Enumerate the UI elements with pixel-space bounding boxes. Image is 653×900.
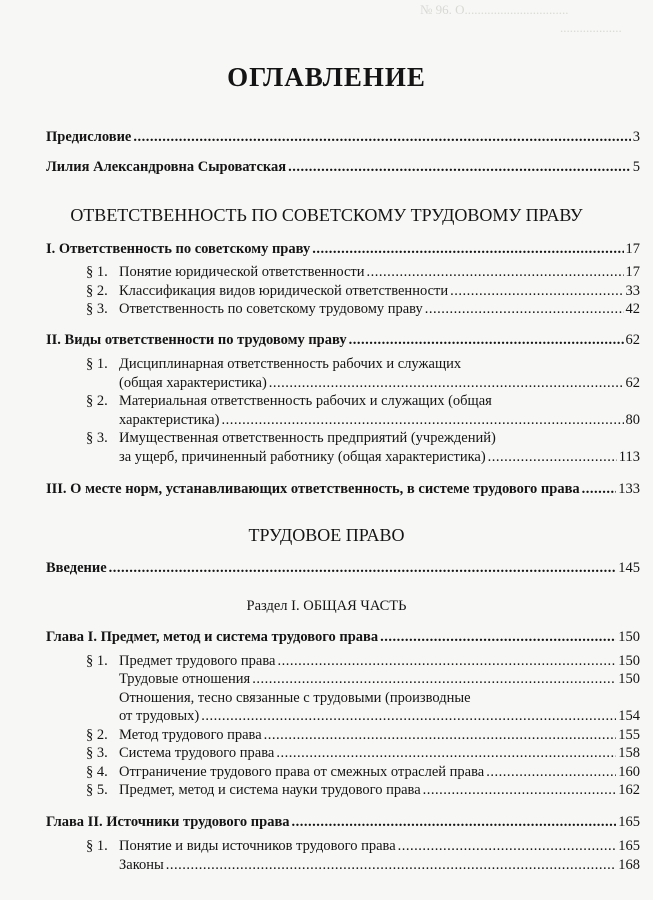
paragraph-number: § 2. xyxy=(86,727,108,743)
toc-entry-biography[interactable] xyxy=(46,159,640,176)
page-number: 3 xyxy=(632,129,640,145)
toc-title: ОГЛАВЛЕНИЕ xyxy=(227,62,426,92)
toc-item[interactable] xyxy=(119,653,640,670)
dot-leader xyxy=(264,727,617,744)
dot-leader xyxy=(277,653,616,670)
page-number: 33 xyxy=(625,283,640,299)
entry-label: Глава I. Предмет, метод и система трудового права xyxy=(46,629,379,645)
paragraph-number: § 1. xyxy=(86,838,108,854)
show-through-text: № 96. О................................ xyxy=(420,2,569,17)
page-number: 160 xyxy=(618,764,640,780)
dot-leader xyxy=(133,129,630,146)
entry-label: II. Виды ответственности по трудовому праву xyxy=(46,332,347,348)
toc-item[interactable] xyxy=(119,449,640,466)
entry-label: Классификация видов юридической ответственности xyxy=(119,283,449,299)
dot-leader xyxy=(252,671,616,688)
dot-leader xyxy=(582,481,617,498)
entry-label: Трудовые отношения xyxy=(119,671,251,687)
toc-item[interactable] xyxy=(119,764,640,781)
dot-leader xyxy=(109,560,617,577)
paragraph-number: § 5. xyxy=(86,782,108,798)
dot-leader xyxy=(288,159,631,176)
page-number: 158 xyxy=(618,745,640,761)
toc-item[interactable] xyxy=(119,782,640,799)
page-number: 154 xyxy=(618,708,640,724)
dot-leader xyxy=(276,745,616,762)
entry-label: Предмет, метод и система науки трудового права xyxy=(119,782,421,798)
toc-item[interactable] xyxy=(119,857,640,874)
entry-label: Предисловие xyxy=(46,129,132,145)
page-number: 17 xyxy=(625,241,640,257)
page-number: 62 xyxy=(625,375,640,391)
dot-leader xyxy=(486,764,616,781)
paragraph-number: § 2. xyxy=(86,393,108,409)
page-number: 17 xyxy=(625,264,640,280)
entry-label: III. О месте норм, устанавливающих ответственность, в системе трудового права xyxy=(46,481,580,497)
page-number: 5 xyxy=(632,159,640,175)
section-title: Раздел I. ОБЩАЯ ЧАСТЬ xyxy=(246,598,407,614)
toc-item[interactable] xyxy=(119,671,640,688)
page-number: 150 xyxy=(618,629,640,645)
dot-leader xyxy=(488,449,617,466)
dot-leader xyxy=(398,838,617,855)
toc-section[interactable] xyxy=(46,332,640,349)
entry-label-line2: от трудовых) xyxy=(119,708,200,724)
toc-entry-introduction[interactable] xyxy=(46,560,640,577)
page-number: 150 xyxy=(618,653,640,669)
dot-leader xyxy=(292,814,617,831)
dot-leader xyxy=(221,412,623,429)
paragraph-number: § 1. xyxy=(86,653,108,669)
entry-label: Метод трудового права xyxy=(119,727,262,743)
page-number: 165 xyxy=(618,838,640,854)
paragraph-number: § 3. xyxy=(86,745,108,761)
dot-leader xyxy=(201,708,616,725)
dot-leader xyxy=(367,264,624,281)
page-number: 62 xyxy=(625,332,640,348)
toc-item[interactable] xyxy=(119,838,640,855)
entry-label: Глава II. Источники трудового права xyxy=(46,814,290,830)
toc-item[interactable] xyxy=(119,283,640,300)
toc-item[interactable] xyxy=(119,264,640,281)
paragraph-number: § 3. xyxy=(86,430,108,446)
part-title: ТРУДОВОЕ ПРАВО xyxy=(248,525,405,545)
paragraph-number: § 4. xyxy=(86,764,108,780)
paragraph-number: § 3. xyxy=(86,301,108,317)
page-number: 133 xyxy=(618,481,640,497)
entry-label: Понятие и виды источников трудового права xyxy=(119,838,396,854)
part-title: ОТВЕТСТВЕННОСТЬ ПО СОВЕТСКОМУ ТРУДОВОМУ ПРАВУ xyxy=(70,205,583,225)
entry-label: Введение xyxy=(46,560,107,576)
page-number: 162 xyxy=(618,782,640,798)
toc-item[interactable] xyxy=(119,708,640,725)
page-number: 42 xyxy=(625,301,640,317)
toc-section[interactable] xyxy=(46,481,640,498)
entry-label-line1: Дисциплинарная ответственность рабочих и служащих xyxy=(119,356,462,372)
entry-label: Отграничение трудового права от смежных отраслей права xyxy=(119,764,485,780)
entry-label: Система трудового права xyxy=(119,745,275,761)
page-number: 145 xyxy=(618,560,640,576)
paragraph-number: § 2. xyxy=(86,283,108,299)
dot-leader xyxy=(380,629,616,646)
show-through-text: ................... xyxy=(560,20,622,35)
entry-label: Предмет трудового права xyxy=(119,653,276,669)
toc-section[interactable] xyxy=(46,241,640,258)
dot-leader xyxy=(166,857,616,874)
toc-item[interactable] xyxy=(119,727,640,744)
paragraph-number: § 1. xyxy=(86,264,108,280)
dot-leader xyxy=(425,301,624,318)
toc-chapter[interactable] xyxy=(46,814,640,831)
toc-entry-preface[interactable] xyxy=(46,129,640,146)
toc-item[interactable] xyxy=(119,375,640,392)
toc-chapter[interactable] xyxy=(46,629,640,646)
entry-label: Лилия Александровна Сыроватская xyxy=(46,159,287,175)
dot-leader xyxy=(312,241,623,258)
entry-label-line1: Отношения, тесно связанные с трудовыми (производные xyxy=(119,690,471,706)
page-number: 113 xyxy=(618,449,640,465)
entry-label: Ответственность по советскому трудовому праву xyxy=(119,301,423,317)
entry-label-line2: характеристика) xyxy=(119,412,220,428)
dot-leader xyxy=(349,332,624,349)
paragraph-number: § 1. xyxy=(86,356,108,372)
page-number: 165 xyxy=(618,814,640,830)
entry-label: I. Ответственность по советскому праву xyxy=(46,241,311,257)
page-number: 155 xyxy=(618,727,640,743)
entry-label-line2: (общая характеристика) xyxy=(119,375,267,391)
dot-leader xyxy=(423,782,617,799)
dot-leader xyxy=(450,283,623,300)
entry-label-line2: за ущерб, причиненный работнику (общая характеристика) xyxy=(119,449,486,465)
entry-label: Законы xyxy=(119,857,164,873)
toc-item[interactable] xyxy=(119,412,640,429)
page-number: 150 xyxy=(618,671,640,687)
entry-label: Понятие юридической ответственности xyxy=(119,264,365,280)
page-number: 80 xyxy=(625,412,640,428)
toc-item[interactable] xyxy=(119,745,640,762)
toc-item[interactable] xyxy=(119,301,640,318)
page-number: 168 xyxy=(618,857,640,873)
entry-label-line1: Имущественная ответственность предприятий (учреждений) xyxy=(119,430,496,446)
dot-leader xyxy=(269,375,624,392)
entry-label-line1: Материальная ответственность рабочих и служащих (общая xyxy=(119,393,492,409)
